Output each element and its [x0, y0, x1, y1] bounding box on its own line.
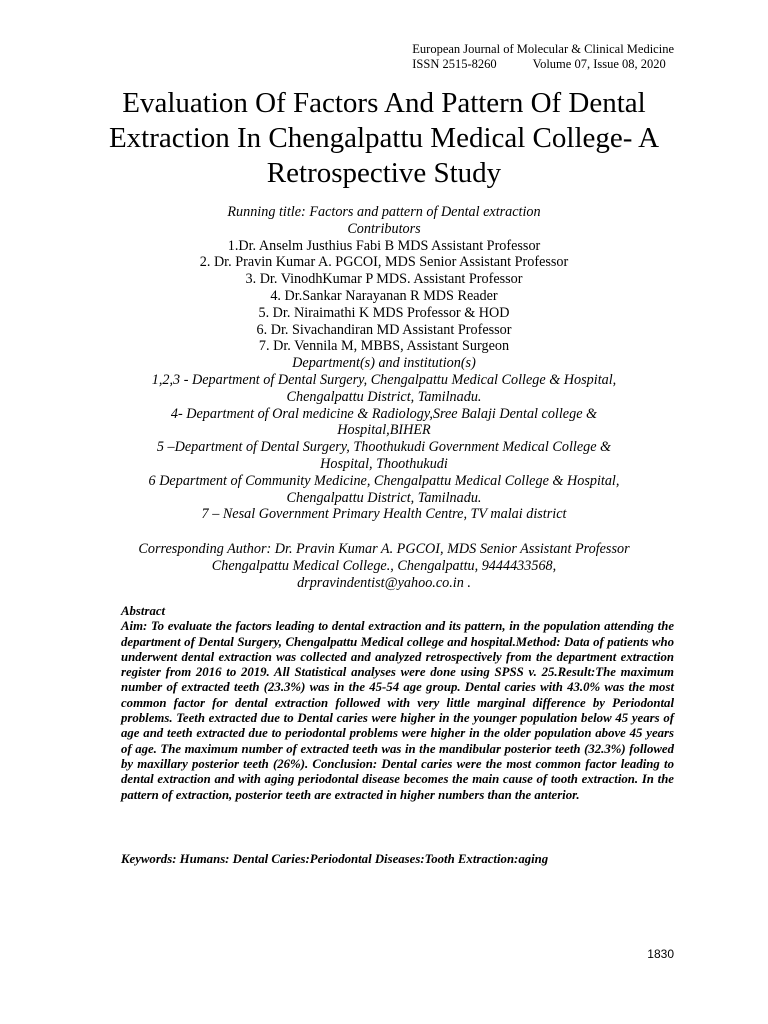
department-line: Hospital, Thoothukudi [320, 455, 448, 472]
abstract-heading: Abstract [121, 604, 166, 618]
journal-header [412, 42, 674, 72]
contributor-2: 2. Dr. Pravin Kumar A. PGCOI, MDS Senior Assistant Professor [199, 254, 569, 271]
corresponding-line: Chengalpattu Medical College., Chengalpattu, 9444433568, [211, 557, 557, 574]
department-line: 1,2,3 - Department of Dental Surgery, Chengalpattu Medical College & Hospital, [151, 371, 617, 388]
contributors-heading: Contributors [347, 220, 421, 237]
department-line: Chengalpattu District, Tamilnadu. [286, 388, 482, 405]
corresponding-author [100, 541, 668, 591]
abstract-text: Aim: To evaluate the factors leading to dental extraction and its pattern, in the population attending the department of Dental Surgery, Chengalpattu Medical college and hospital.Method: Data of patients who underwent dental extraction was collected and analyzed retrospectively from the department extraction register from 2016 to 2019. All Statistical analyses were done using SPSS v. 25.Result:The maximum number of extracted teeth (23.3%) was in the 45-54 age group. Dental caries with 43.0% was the most common factor for dental extraction followed with very little marginal difference by Periodontal problems. Teeth extracted due to Dental caries were higher in the younger population below 45 years of age and teeth extracted due to periodontal problems were higher in the older population above 45 years of age. The maximum number of extracted teeth was in the mandibular posterior teeth (32.3%) followed by maxillary posterior teeth (26%). Conclusion: Dental caries were the most common factor leading to dental extraction and with aging periodontal disease becomes the main cause of tooth extraction. In the pattern of extraction, posterior teeth are extracted in higher numbers than the anterior. [121, 619, 674, 802]
contributor-7: 7. Dr. Vennila M, MBBS, Assistant Surgeon [258, 338, 510, 355]
contributor-5: 5. Dr. Niraimathi K MDS Professor & HOD [258, 304, 510, 321]
running-title: Running title: Factors and pattern of Dental extraction [227, 204, 541, 220]
department-line: 6 Department of Community Medicine, Chengalpattu Medical College & Hospital, [148, 472, 620, 489]
page-number: 1830 [647, 947, 674, 961]
department-line: Hospital,BIHER [337, 422, 431, 439]
paper-title: Evaluation Of Factors And Pattern Of Dental Extraction In Chengalpattu Medical College- A Retrospective Study [108, 87, 660, 189]
contributor-1: 1.Dr. Anselm Justhius Fabi B MDS Assistant Professor [227, 237, 541, 254]
volume-issue: Volume 07, Issue 08, 2020 [532, 57, 666, 71]
contributor-3: 3. Dr. VinodhKumar P MDS. Assistant Professor [245, 271, 523, 288]
departments-heading: Department(s) and institution(s) [292, 355, 476, 372]
department-line: 5 –Department of Dental Surgery, Thoothukudi Government Medical College & [156, 439, 612, 456]
issn: ISSN 2515-8260 [412, 57, 497, 71]
journal-name: European Journal of Molecular & Clinical Medicine [412, 42, 674, 56]
department-line: Chengalpattu District, Tamilnadu. [286, 489, 482, 506]
keywords: Keywords: Humans: Dental Caries:Periodontal Diseases:Tooth Extraction:aging [121, 852, 549, 866]
contributor-6: 6. Dr. Sivachandiran MD Assistant Professor [256, 321, 512, 338]
department-line: 7 – Nesal Government Primary Health Centre, TV malai district [201, 506, 567, 523]
corresponding-line: Corresponding Author: Dr. Pravin Kumar A. PGCOI, MDS Senior Assistant Professor [138, 541, 630, 557]
contributor-4: 4. Dr.Sankar Narayanan R MDS Reader [270, 287, 498, 304]
front-matter [100, 204, 668, 523]
corresponding-email[interactable]: drpravindentist@yahoo.co.in . [297, 574, 471, 591]
department-line: 4- Department of Oral medicine & Radiology,Sree Balaji Dental college & [170, 405, 598, 422]
abstract-section [121, 604, 674, 803]
issn-volume-row [412, 57, 674, 72]
